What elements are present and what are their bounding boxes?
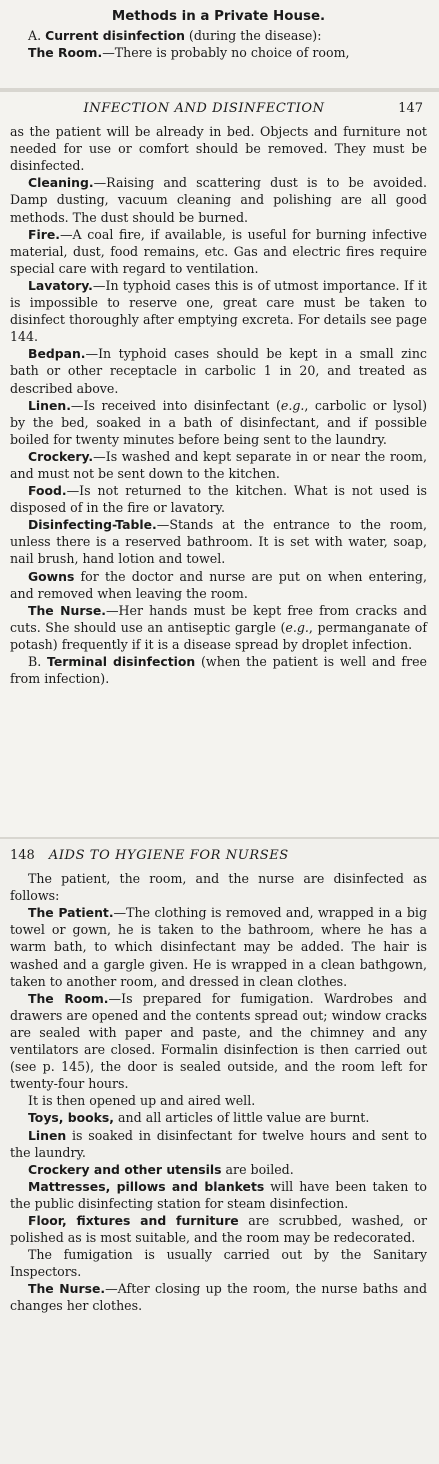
paragraph-nurse: The Nurse.—After closing up the room, the nurse baths and changes her clothes. <box>10 1281 428 1314</box>
paragraph-room: The Room.—Is prepared for fumigation. Wardrobes and drawers are opened and the contents spread out; window cracks are sealed with paper and paste, and the chimney and any ventilators are closed. Formalin disinfection is then carried out (see p. 145), the door is sealed outside, and the room left for twenty-four hours. <box>10 990 427 1092</box>
paragraph-crockery: Crockery.—Is washed and kept separate in or near the room, and must not be sent down to the kitchen. <box>10 448 427 481</box>
term: The Nurse. <box>28 1281 106 1297</box>
page-148 <box>0 839 439 1464</box>
paragraph-linen: Linen is soaked in disinfectant for twelve hours and sent to the laundry. <box>10 1127 427 1160</box>
term: The Nurse. <box>28 602 106 618</box>
running-header-title: AIDS TO HYGIENE FOR NURSES <box>48 848 289 863</box>
page-147 <box>0 92 439 837</box>
paragraph-current-disinfection: A. Current disinfection (during the disease): <box>28 28 322 44</box>
paragraph-gowns: Gowns for the doctor and nurse are put on when entering, and removed when leaving the room. <box>10 568 427 601</box>
running-header <box>10 100 423 117</box>
term: The Patient. <box>28 905 114 921</box>
paragraph: as the patient will be already in bed. Objects and furniture not needed for use or comfort should be removed. They must be disinfected. <box>10 124 427 174</box>
term: Current disinfection <box>45 28 185 44</box>
term: Disinfecting-Table. <box>28 517 157 533</box>
running-header-title: INFECTION AND DISINFECTION <box>83 101 325 116</box>
paragraph-terminal-disinfection: B. Terminal disinfection (when the patient is well and free from infection). <box>10 654 427 687</box>
term: Food. <box>28 483 67 499</box>
paragraph-patient: The Patient.—The clothing is removed and, wrapped in a big towel or gown, he is taken to the bathroom, where he has a warm bath, to which disinfectant may be added. The hair is washed and a gargle given. He is wrapped in a clean bathgown, taken to another room, and dressed in clean clothes. <box>10 905 428 989</box>
section-heading: Methods in a Private House. <box>111 9 326 24</box>
page-fragment-top <box>0 0 439 88</box>
page-number: 148 <box>10 848 35 863</box>
paragraph-bedpan: Bedpan.—In typhoid cases should be kept in a small zinc bath or other receptacle in carbolic 1 in 20, and treated as described above. <box>10 346 427 396</box>
running-header <box>10 847 423 864</box>
term: Linen <box>28 1127 67 1143</box>
paragraph-room: The Room.—There is probably no choice of room, <box>28 45 350 61</box>
paragraph: The patient, the room, and the nurse are disinfected as follows: <box>10 871 427 904</box>
term: Crockery and other utensils <box>28 1161 222 1177</box>
paragraph-floor: Floor, fixtures and furniture are scrubbed, washed, or polished as is most suitable, and the room may be redecorated. <box>10 1212 427 1246</box>
term: The Room. <box>28 45 103 61</box>
paragraph: The fumigation is usually carried out by the Sanitary Inspectors. <box>10 1247 427 1280</box>
paragraph-food: Food.—Is not returned to the kitchen. What is not used is disposed of in the fire or lavatory. <box>10 483 427 516</box>
term: Fire. <box>28 226 60 242</box>
term: Floor, fixtures and furniture <box>28 1212 239 1228</box>
paragraph: It is then opened up and aired well. <box>28 1093 256 1109</box>
page-number: 147 <box>398 101 423 116</box>
paragraph-lavatory: Lavatory.—In typhoid cases this is of utmost importance. If it is impossible to reserve one, great care must be taken to disinfect thoroughly after emptying excreta. For details see page 144. <box>10 277 427 345</box>
paragraph-disinfecting-table: Disinfecting-Table.—Stands at the entrance to the room, unless there is a reserved bathroom. It is set with water, soap, nail brush, hand lotion and towel. <box>10 517 427 567</box>
paragraph-toys: Toys, books, and all articles of little value are burnt. <box>28 1110 370 1126</box>
paragraph-cleaning: Cleaning.—Raising and scattering dust is to be avoided. Damp dusting, vacuum cleaning and polishing are all good methods. The dust should be burned. <box>10 175 427 225</box>
term: The Room. <box>28 990 109 1006</box>
term: Gowns <box>28 568 75 584</box>
paragraph-mattresses: Mattresses, pillows and blankets will have been taken to the public disinfecting station for steam disinfection. <box>10 1178 427 1211</box>
paragraph-nurse: The Nurse.—Her hands must be kept free from cracks and cuts. She should use an antiseptic gargle (e.g., permanganate of potash) frequently if it is a disease spread by droplet infection. <box>10 602 428 652</box>
term: Cleaning. <box>28 175 94 191</box>
term: Toys, books, <box>28 1110 115 1126</box>
paragraph-crockery: Crockery and other utensils are boiled. <box>28 1161 294 1177</box>
term: Mattresses, pillows and blankets <box>28 1178 265 1194</box>
term: Lavatory. <box>28 277 93 293</box>
term: Bedpan. <box>28 346 86 362</box>
term: Crockery. <box>28 448 94 464</box>
paragraph-linen: Linen.—Is received into disinfectant (e.g., carbolic or lysol) by the bed, soaked in a bath of disinfectant, and if possible boiled for twenty minutes before being sent to the laundry. <box>10 397 427 447</box>
term: Linen. <box>28 397 71 413</box>
paragraph-fire: Fire.—A coal fire, if available, is useful for burning infective material, dust, food remains, etc. Gas and electric fires require special care with regard to ventilation. <box>10 226 427 276</box>
term: Terminal disinfection <box>47 654 196 669</box>
